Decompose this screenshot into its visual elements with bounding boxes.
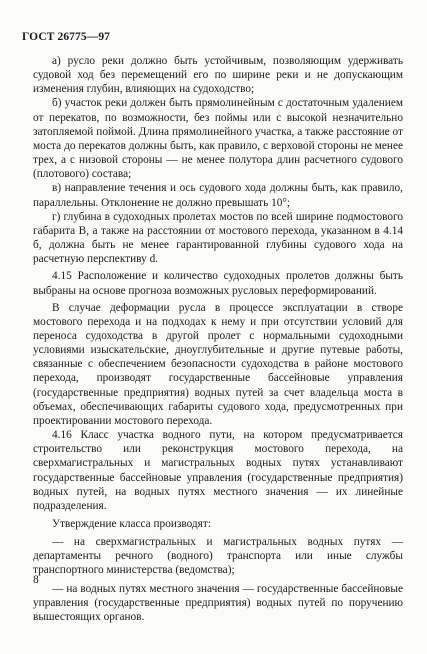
paragraph-4-16: 4.16 Класс участка водного пути, на котором предусматривается строительство или реконструкция мостового перехода, на сверхмагистральных и магистральных водных путях устанавливают государственные бассейновые управления (государственные предприятия) водных путей, на водных путях местного значения — их линейные подразделения. — [33, 429, 403, 512]
paragraph-deformation: В случае деформации русла в процессе эксплуатации в створе мостового перехода и на подходах к нему и при отсутствии условий для переноса судоходства в другой пролет с нормальными судоходными условиями изыскательские, дноуглубительные и другие путевые работы, связанные с обеспечением безопасности судоходства в районе мостового перехода, производят государственные бассейновые управления (государственные предприятия) водных путей за счет владельца моста в объемах, обеспечивающих габариты судового хода, предусмотренных при проектировании мостового перехода. — [33, 301, 403, 427]
document-header: ГОСТ 26775—97 — [22, 31, 111, 43]
paragraph-approval: Утверждение класса производят: — [52, 518, 211, 530]
paragraph-dash-2: — на водных путях местного значения — государственные бассейновые управления (государственные предприятия) водных путей по поручению вышестоящих органов. — [33, 582, 403, 623]
paragraph-b: б) участок реки должен быть прямолинейным с достаточным удалением от перекатов, по возможности, без поймы или с высокой незначительно затопляемой поймой. Длина прямолинейного участка, а также расстояние от моста до перекатов должны быть, как правило, с верховой стороны не менее трех, а с низовой стороны — не менее полутора длин расчетного судового (плотового) состава; — [33, 97, 403, 181]
document-body — [33, 54, 403, 624]
paragraph-v: в) направление течения и ось судового хода должны быть, как правило, параллельны. Отклонение не должно превышать 10°; — [33, 182, 403, 209]
paragraph-a: а) русло реки должно быть устойчивым, позволяющим удерживать судовой ход без перемещений его по ширине реки и не допускающим изменения глубин, влияющих на судоходство; — [33, 55, 403, 96]
page-number: 8 — [33, 574, 39, 586]
paragraph-4-15: 4.15 Расположение и количество судоходных пролетов должны быть выбраны на основе прогноза возможных русловых переформирований. — [33, 270, 403, 297]
paragraph-dash-1: — на сверхмагистральных и магистральных водных путях — департаменты речного (водного) транспорта или иные службы транспортного министерства (ведомства); — [33, 536, 403, 577]
paragraph-g: г) глубина в судоходных пролетах мостов по всей ширине подмостового габарита B, а также на расстоянии от мостового перехода, указанном в 4.14 б, должна быть не менее гарантированной глубины судового хода на расчетную перспективу d. — [33, 210, 403, 266]
